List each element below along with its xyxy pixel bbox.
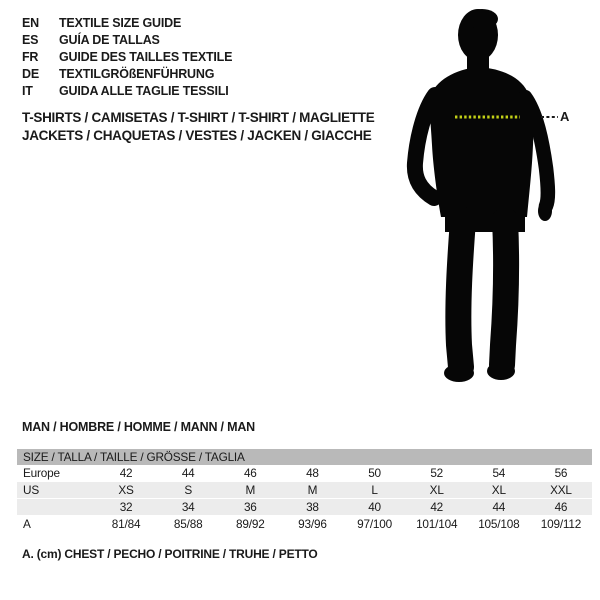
size-cell: 93/96 (298, 517, 327, 531)
language-code: DE (22, 67, 39, 81)
row-label: A (23, 517, 31, 531)
size-cell: 85/88 (173, 517, 203, 531)
size-cell: XL (491, 483, 506, 497)
size-cell: 89/92 (236, 517, 265, 531)
row-label: US (23, 483, 39, 497)
size-cell: XXL (550, 483, 572, 497)
language-row-en (22, 15, 232, 32)
table-row-chest-cm (17, 516, 592, 533)
size-cell: 56 (554, 466, 568, 480)
size-cell: 48 (306, 466, 319, 480)
language-code: ES (22, 33, 39, 47)
size-table-header: SIZE / TALLA / TAILLE / GRÖSSE / TAGLIA (17, 449, 592, 465)
product-line-jackets: JACKETS / CHAQUETAS / VESTES / JACKEN / GIACCHE (22, 127, 372, 143)
size-cell: 44 (181, 466, 195, 480)
guide-title-en: TEXTILE SIZE GUIDE (59, 16, 182, 30)
language-code: FR (22, 50, 39, 64)
size-cell: 36 (243, 500, 257, 514)
size-cell: M (307, 483, 318, 497)
size-cell: 46 (554, 500, 568, 514)
size-cell: 50 (368, 466, 381, 480)
product-category-heading (22, 109, 374, 144)
size-cell: 42 (430, 500, 444, 514)
size-cell: 34 (181, 500, 195, 514)
measure-label-a: A (560, 109, 570, 124)
size-cell: 81/84 (111, 517, 141, 531)
size-cell: L (371, 483, 378, 497)
guide-title-es: GUÍA DE TALLAS (59, 33, 160, 47)
table-row-europe (17, 465, 592, 482)
size-cell: S (184, 483, 193, 497)
language-row-es (22, 32, 232, 49)
language-row-fr (22, 49, 232, 66)
size-cell: 44 (492, 500, 506, 514)
size-table (17, 449, 592, 533)
size-cell: 52 (430, 466, 444, 480)
size-cell: 40 (368, 500, 381, 514)
size-cell: XS (118, 483, 134, 497)
language-title-list (22, 15, 232, 100)
size-cell: 105/108 (478, 517, 520, 531)
size-cell: 109/112 (540, 517, 582, 531)
size-cell: 101/104 (416, 517, 458, 531)
size-cell: M (245, 483, 256, 497)
language-row-de (22, 66, 232, 83)
section-title-man: MAN / HOMBRE / HOMME / MANN / MAN (22, 420, 255, 434)
language-code: EN (22, 16, 39, 30)
row-label (17, 499, 95, 516)
size-cell: 42 (119, 466, 133, 480)
size-cell: 97/100 (357, 517, 392, 531)
row-label: Europe (23, 466, 60, 480)
language-row-it (22, 83, 232, 100)
guide-title-de: TEXTILGRÖßENFÜHRUNG (59, 67, 215, 81)
size-cell: 38 (306, 500, 319, 514)
guide-title-fr: GUIDE DES TAILLES TEXTILE (59, 50, 233, 64)
size-cell: 46 (243, 466, 257, 480)
size-cell: 54 (492, 466, 506, 480)
product-line-tshirts: T-SHIRTS / CAMISETAS / T-SHIRT / T-SHIRT / MAGLIETTE (22, 110, 375, 125)
guide-title-it: GUIDA ALLE TAGLIE TESSILI (59, 84, 229, 98)
size-cell: XL (429, 483, 444, 497)
measurement-footnote: A. (cm) CHEST / PECHO / POITRINE / TRUHE / PETTO (22, 547, 318, 561)
language-code: IT (22, 84, 33, 98)
table-row-numeric (17, 499, 592, 516)
table-row-us (17, 482, 592, 499)
man-silhouette-figure (405, 5, 570, 387)
size-cell: 32 (119, 500, 133, 514)
